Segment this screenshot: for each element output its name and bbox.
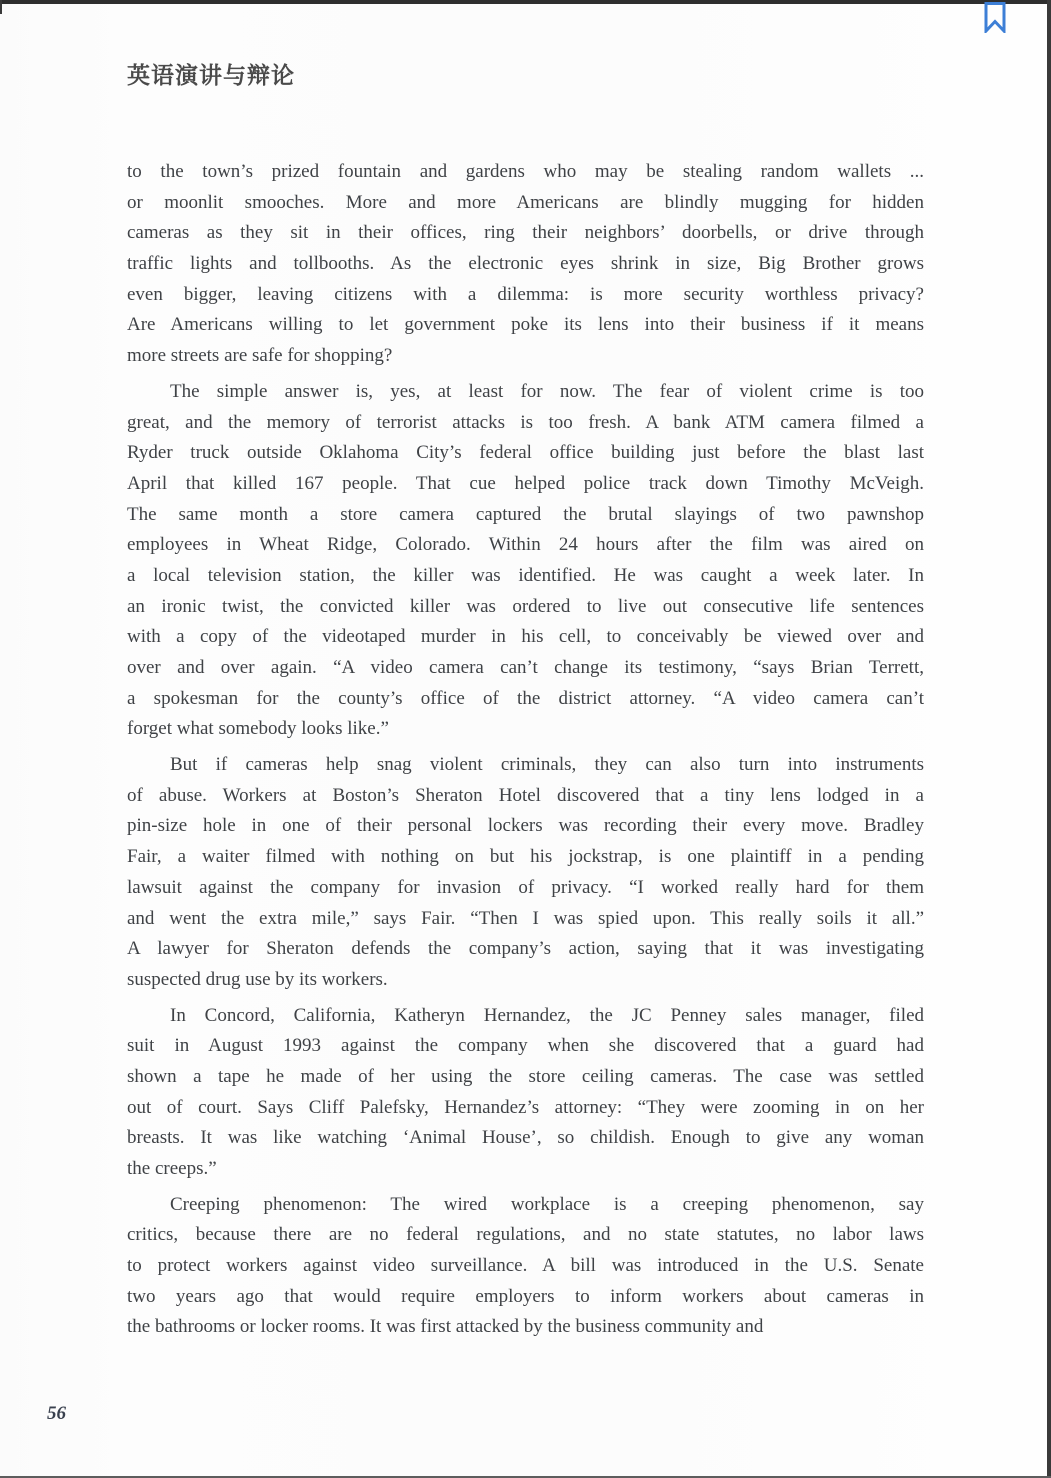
text-line: In Concord, California, Katheryn Hernandez, the JC Penney sales manager, filed (170, 1004, 924, 1026)
text-line: with a copy of the videotaped murder in his cell, to conceivably be viewed over and (127, 626, 924, 648)
text-line: traffic lights and tollbooths. As the electronic eyes shrink in size, Big Brother grows (127, 253, 924, 275)
text-line: over and over again. “A video camera can’t change its testimony, “says Brian Terrett, (127, 657, 924, 678)
text-line: The simple answer is, yes, at least for now. The fear of violent crime is too (170, 380, 924, 402)
bookmark-icon[interactable] (983, 2, 1007, 33)
text-line: an ironic twist, the convicted killer was ordered to live out consecutive life sentences (127, 595, 924, 617)
paragraph (127, 750, 924, 996)
text-line: a spokesman for the county’s office of the district attorney. “A video camera can’t (127, 687, 924, 709)
left-edge-notch (0, 0, 2, 14)
text-line: cameras as they sit in their offices, ring their neighbors’ doorbells, or drive through (127, 222, 924, 244)
book-title: 英语演讲与辩论 (127, 62, 295, 88)
text-line: of abuse. Workers at Boston’s Sheraton Hotel discovered that a tiny lens lodged in a (127, 784, 924, 806)
article (127, 157, 924, 1343)
text-line: and went the extra mile,” says Fair. “Then I was spied upon. This really soils it all.” (127, 907, 924, 929)
text-line: April that killed 167 people. That cue helped police track down Timothy McVeigh. (127, 472, 924, 494)
paragraph (127, 1001, 924, 1185)
paragraph (127, 377, 924, 745)
text-line: the bathrooms or locker rooms. It was first attacked by the business community and (127, 1316, 764, 1338)
text-line: breasts. It was like watching ‘Animal House’, so childish. Enough to give any woman (127, 1127, 924, 1149)
text-line: pin-size hole in one of their personal lockers was recording their every move. Bradley (127, 815, 924, 837)
text-line: more streets are safe for shopping? (127, 345, 393, 367)
text-line: even bigger, leaving citizens with a dilemma: is more security worthless privacy? (127, 283, 924, 305)
text-line: Ryder truck outside Oklahoma City’s federal office building just before the blast last (127, 442, 924, 464)
paragraph (127, 1190, 924, 1343)
text-line: Are Americans willing to let government poke its lens into their business if it means (127, 314, 924, 336)
text-line: shown a tape he made of her using the store ceiling cameras. The case was settled (127, 1065, 924, 1087)
text-line: suspected drug use by its workers. (127, 968, 388, 990)
text-line: a local television station, the killer was identified. He was caught a week later. In (127, 564, 924, 586)
paragraph (127, 157, 924, 372)
text-line: two years ago that would require employers to inform workers about cameras in (127, 1285, 924, 1307)
text-line: suit in August 1993 against the company when she discovered that a guard had (127, 1035, 924, 1057)
page-number: 56 (47, 1403, 66, 1424)
text-line: Creeping phenomenon: The wired workplace is a creeping phenomenon, say (170, 1193, 924, 1215)
text-line: employees in Wheat Ridge, Colorado. Within 24 hours after the film was aired on (127, 534, 924, 556)
text-line: The same month a store camera captured the brutal slayings of two pawnshop (127, 503, 924, 525)
text-line: critics, because there are no federal regulations, and no state statutes, no labor laws (127, 1224, 924, 1246)
text-line: to protect workers against video surveillance. A bill was introduced in the U.S. Senate (127, 1255, 924, 1277)
text-line: But if cameras help snag violent criminals, they can also turn into instruments (170, 754, 924, 776)
bookmark-shape (986, 4, 1004, 32)
text-line: the creeps.” (127, 1158, 217, 1179)
right-edge-bar (1047, 0, 1051, 1478)
text-line: Fair, a waiter filmed with nothing on but his jockstrap, is one plaintiff in a pending (127, 846, 924, 868)
text-line: out of court. Says Cliff Palefsky, Hernandez’s attorney: “They were zooming in on her (127, 1096, 924, 1118)
text-line: great, and the memory of terrorist attacks is too fresh. A bank ATM camera filmed a (127, 411, 924, 433)
text-line: to the town’s prized fountain and gardens who may be stealing random wallets ... (127, 161, 924, 182)
text-line: A lawyer for Sheraton defends the company’s action, saying that it was investigating (127, 938, 924, 960)
text-line: lawsuit against the company for invasion of privacy. “I worked really hard for them (127, 876, 924, 898)
top-edge-bar (0, 0, 1051, 4)
text-line: forget what somebody looks like.” (127, 718, 389, 740)
text-line: or moonlit smooches. More and more Americans are blindly mugging for hidden (127, 191, 924, 213)
